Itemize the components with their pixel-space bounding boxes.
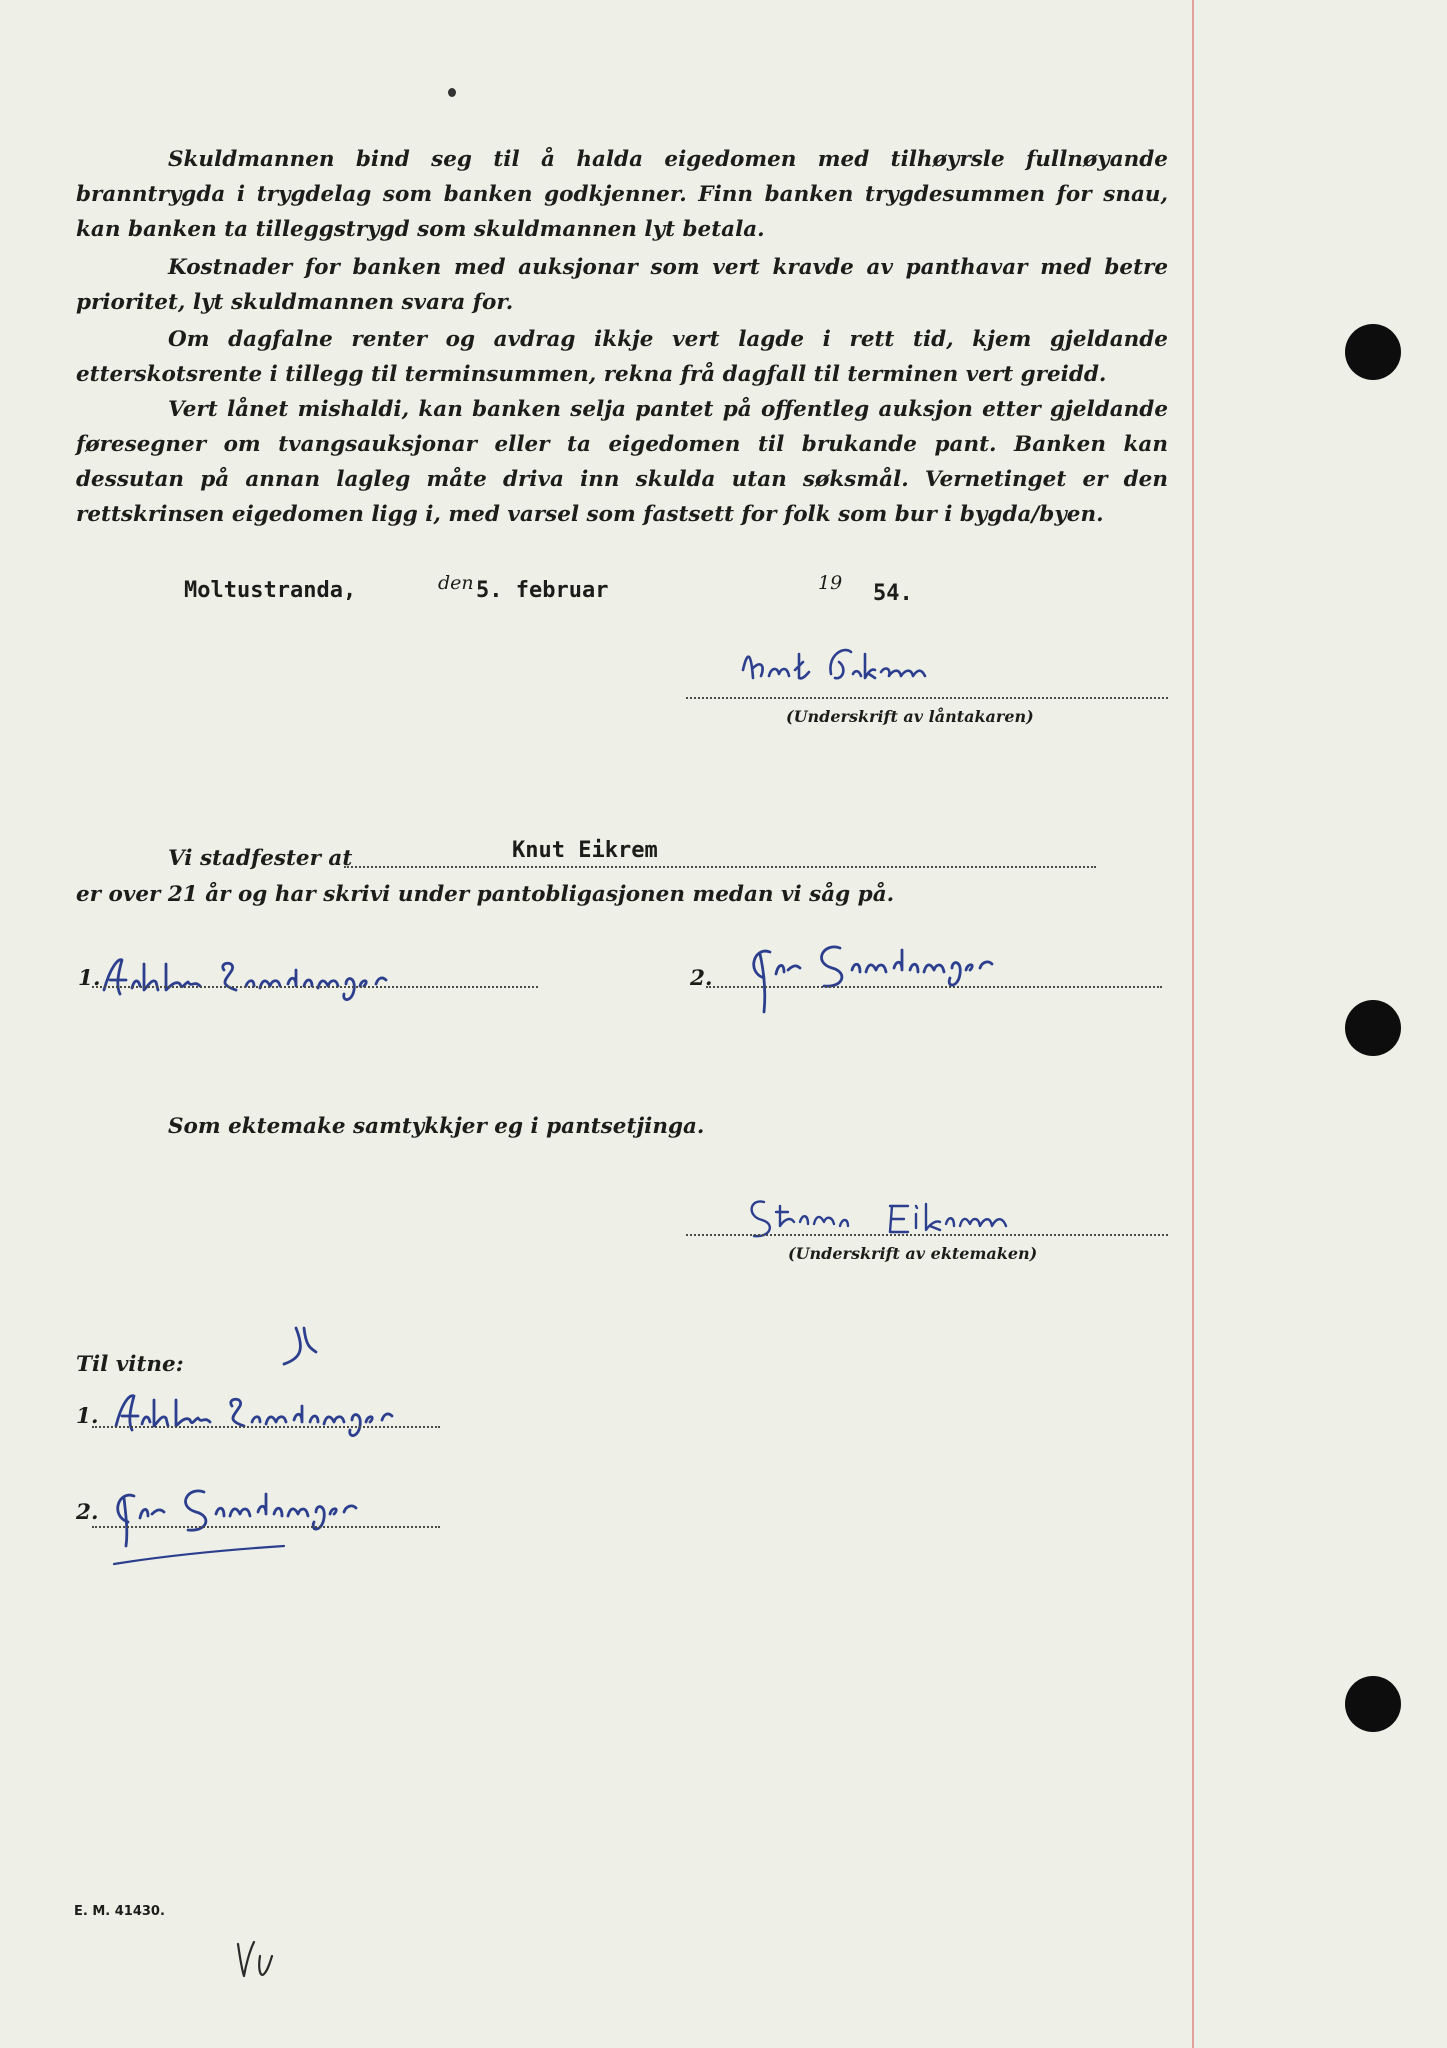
witness-2-number-bottom: 2.	[76, 1500, 99, 1525]
punch-hole-middle	[1345, 1000, 1401, 1056]
initials-mark	[232, 1934, 292, 1984]
punch-hole-bottom	[1345, 1676, 1401, 1732]
punch-hole-top	[1345, 324, 1401, 380]
paragraph-fire-insurance: Skuldmannen bind seg til å halda eigedomen med tilhøyrsle fullnøyande branntrygda i trygdelag som banken godkjenner. Finn banken trygdesummen for snau, kan banken ta tilleggstrygd som skuldmannen lyt betala.	[76, 147, 1168, 242]
paragraph-default-terms: Vert lånet mishaldi, kan banken selja pantet på offentleg auksjon etter gjeldande føresegner om tvangsauksjonar eller ta eigedomen til brukande pant. Banken kan dessutan på annan lagleg måte driva inn skulda utan søksmål. Vernetinget er den rettskrinsen eigedomen ligg i, med varsel som fastsett for folk som bur i bygda/byen.	[76, 397, 1168, 527]
confirmation-name-line	[344, 866, 1096, 868]
witnesses-heading: Til vitne:	[76, 1352, 184, 1377]
confirmation-lead: Vi stadfester at	[168, 846, 353, 871]
borrower-signature-caption: (Underskrift av låntakaren)	[786, 707, 1034, 726]
witness-1-signature-bottom	[96, 1328, 456, 1448]
date-den-label: den	[438, 572, 474, 594]
spouse-signature-caption: (Underskrift av ektemaken)	[788, 1244, 1038, 1263]
spouse-signature	[740, 1192, 1100, 1252]
witness-2-line-top	[706, 986, 1162, 988]
witness-2-signature-top	[740, 932, 1070, 1022]
form-code: E. M. 41430.	[74, 1904, 165, 1919]
date-day-month: 5. februar	[476, 578, 609, 603]
witness-1-line-top	[92, 986, 538, 988]
witness-2-line-bottom	[92, 1526, 440, 1528]
witness-1-signature-top	[96, 950, 476, 1010]
witness-2-signature-bottom	[104, 1476, 444, 1586]
date-year: 54.	[873, 581, 913, 606]
date-place: Moltustranda,	[184, 578, 357, 603]
red-margin-line	[1192, 0, 1194, 2048]
witness-1-line-bottom	[92, 1426, 440, 1428]
witness-1-number-bottom: 1.	[76, 1404, 99, 1429]
confirmation-statement: er over 21 år og har skrivi under pantobligasjonen medan vi såg på.	[76, 882, 895, 907]
borrower-signature-line	[686, 697, 1168, 699]
ink-dot	[448, 88, 456, 97]
date-century: 19	[818, 572, 843, 594]
confirmation-borrower-name: Knut Eikrem	[512, 838, 658, 863]
paragraph-auction-costs: Kostnader for banken med auksjonar som vert kravde av panthavar med betre prioritet, lyt skuldmannen svara for.	[76, 255, 1168, 315]
borrower-signature	[735, 640, 1015, 700]
witness-2-number: 2.	[690, 966, 713, 991]
spouse-consent-text: Som ektemake samtykkjer eg i pantsetjinga.	[168, 1114, 705, 1139]
witness-1-number: 1.	[78, 966, 101, 991]
spouse-signature-line	[686, 1234, 1168, 1236]
paragraph-overdue-interest: Om dagfalne renter og avdrag ikkje vert lagde i rett tid, kjem gjeldande etterskotsrente i tillegg til terminsummen, rekna frå dagfall til terminen vert greidd.	[76, 327, 1168, 387]
